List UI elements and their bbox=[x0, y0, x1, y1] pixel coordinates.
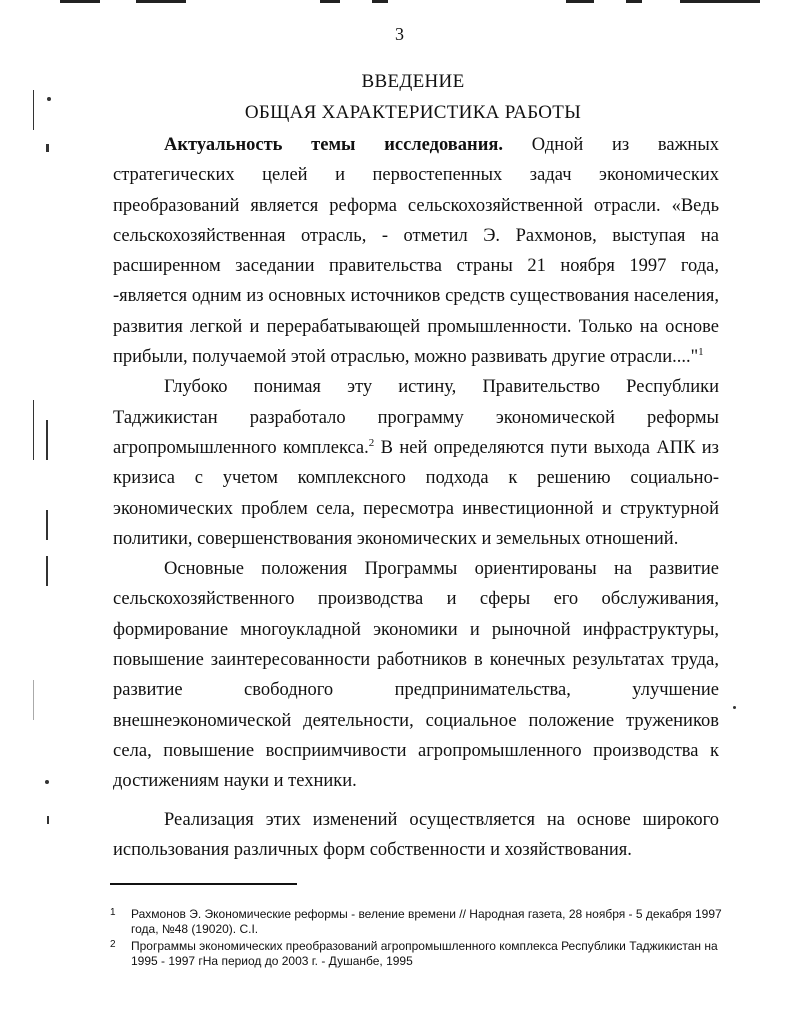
paragraph bbox=[113, 130, 719, 372]
body-text bbox=[113, 130, 719, 865]
scan-artifact-margin bbox=[47, 816, 49, 824]
footnote-text: Программы экономических преобразований агропромышленного комплекса Республики Таджикистан на 1995 - 1997 гНа период до 2003 г. - Душанбе, 1995 bbox=[131, 939, 718, 968]
paragraph bbox=[113, 372, 719, 554]
scan-artifact-margin bbox=[46, 510, 48, 540]
paragraph-text: В ней определяются пути выхода АПК из кризиса с учетом комплексного подхода к решению социально-экономических проблем села, пересмотра инвестиционной и структурной политики, совершенствования экономических и земельных отношений. bbox=[113, 437, 719, 549]
scan-artifact-top bbox=[136, 0, 186, 3]
paragraph-text: Реализация этих изменений осуществляется на основе широкого использования различных форм собственности и хозяйствования. bbox=[113, 809, 719, 860]
footnote bbox=[110, 939, 722, 969]
scan-artifact-margin bbox=[46, 144, 49, 152]
paragraph-text: Одной из важных стратегических целей и первостепенных задач экономических преобразований является реформа сельскохозяйственной отрасли. «Ведь сельскохозяйственная отрасль, - отметил Э. Рахмонов, выступая на расширенном заседании правительства страны 21 ноября 1997 года, -является одним из основных источников средств существования населения, развития легкой и перерабатывающей промышленности. Только на основе прибыли, получаемой этой отраслью, можно развивать другие отрасли...." bbox=[113, 135, 719, 368]
scan-artifact-top bbox=[626, 0, 642, 3]
scan-artifact-margin bbox=[46, 420, 48, 460]
paragraph-lead: Актуальность темы исследования. bbox=[164, 135, 503, 155]
section-subtitle: ОБЩАЯ ХАРАКТЕРИСТИКА РАБОТЫ bbox=[244, 102, 582, 123]
paragraph bbox=[113, 805, 719, 866]
footnote-text: Рахмонов Э. Экономические реформы - веление времени // Народная газета, 28 ноября - 5 декабря 1997 года, №48 (19020). С.I. bbox=[131, 907, 722, 936]
footnote-ref: 2 bbox=[368, 436, 375, 449]
footnotes bbox=[110, 907, 722, 971]
footnote-separator bbox=[110, 883, 297, 885]
scan-artifact-margin bbox=[733, 706, 736, 709]
scan-artifact-margin bbox=[33, 680, 34, 720]
scan-artifact-top bbox=[60, 0, 100, 3]
scan-artifact-top bbox=[320, 0, 340, 3]
section-title: ВВЕДЕНИЕ bbox=[361, 71, 465, 92]
footnote bbox=[110, 907, 722, 937]
footnote-mark: 2 bbox=[110, 939, 116, 950]
paragraph bbox=[113, 554, 719, 796]
scan-artifact-top bbox=[372, 0, 388, 3]
scan-artifact-top bbox=[680, 0, 760, 3]
paragraph-text: Основные положения Программы ориентированы на развитие сельскохозяйственного производства и сферы его обслуживания, формирование многоукладной экономики и рыночной инфраструктуры, повышение заинтересованности работников в конечных результатах труда, развитие свободного предпринимательства, улучшение внешнеэкономической деятельности, социальное положение тружеников села, повышение восприимчивости агропромышленного производства к достижениям науки и техники. bbox=[113, 559, 719, 792]
scan-artifact-margin bbox=[33, 400, 34, 460]
scan-artifact-margin bbox=[46, 556, 48, 586]
page-number: 3 bbox=[395, 24, 404, 44]
footnote-ref: 1 bbox=[698, 345, 704, 358]
scan-artifact-top bbox=[566, 0, 594, 3]
footnote-mark: 1 bbox=[110, 907, 116, 918]
paragraph-text: Глубоко понимая эту истину, Правительство Республики Таджикистан разработало программу экономической реформы агропромышленного комплекса. bbox=[113, 377, 719, 458]
scan-artifact-margin bbox=[47, 97, 51, 101]
scan-artifact-margin bbox=[45, 780, 49, 784]
